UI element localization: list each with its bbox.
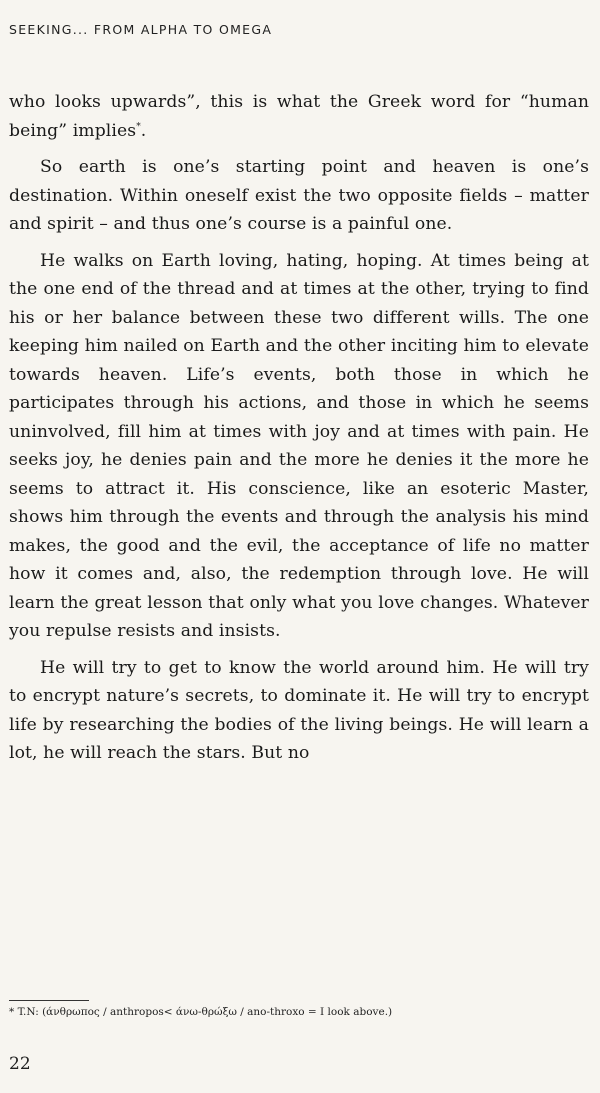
paragraph-4: He will try to get to know the world around him. He will try to encrypt nature’s secrets, to dominate it. He will try to encrypt life by researching the bodies of the living beings. He will learn a lot, he will reach the stars. But no <box>9 657 589 763</box>
footnote-marker: * <box>136 121 141 132</box>
paragraph-1 <box>9 88 589 145</box>
body-text <box>9 88 589 776</box>
paragraph-1-text: who looks upwards”, this is what the Greek word for “human being” implies <box>9 92 589 141</box>
paragraph-2: So earth is one’s starting point and heaven is one’s destination. Within oneself exist the two opposite fields – matter and spirit – and thus one’s course is a painful one. <box>9 157 589 234</box>
paragraph-1-end: . <box>140 120 147 141</box>
page-number: 22 <box>9 1054 31 1074</box>
footnote-divider <box>9 1000 89 1001</box>
running-header: SEEKING... FROM ALPHA TO OMEGA <box>9 22 273 37</box>
paragraph-3: He walks on Earth loving, hating, hoping. At times being at the one end of the thread and at times at the other, trying to find his or her balance between these two different wills. The one keeping him nailed on Earth and the other inciting him to elevate towards heaven. Life’s events, both those in which he participates through his actions, and those in which he seems uninvolved, fill him at times with joy and at times with pain. He seeks joy, he denies pain and the more he denies it the more he seems to attract it. His conscience, like an esoteric Master, shows him through the events and through the analysis his mind makes, the good and the evil, the acceptance of life no matter how it comes and, also, the redemption through love. He will learn the great lesson that only what you love changes. Whatever you repulse resists and insists. <box>9 250 589 641</box>
footnote: * T.N: (άνθρωπος / anthropos< άνω-θρώξω / ano-throxo = I look above.) <box>9 1006 393 1018</box>
